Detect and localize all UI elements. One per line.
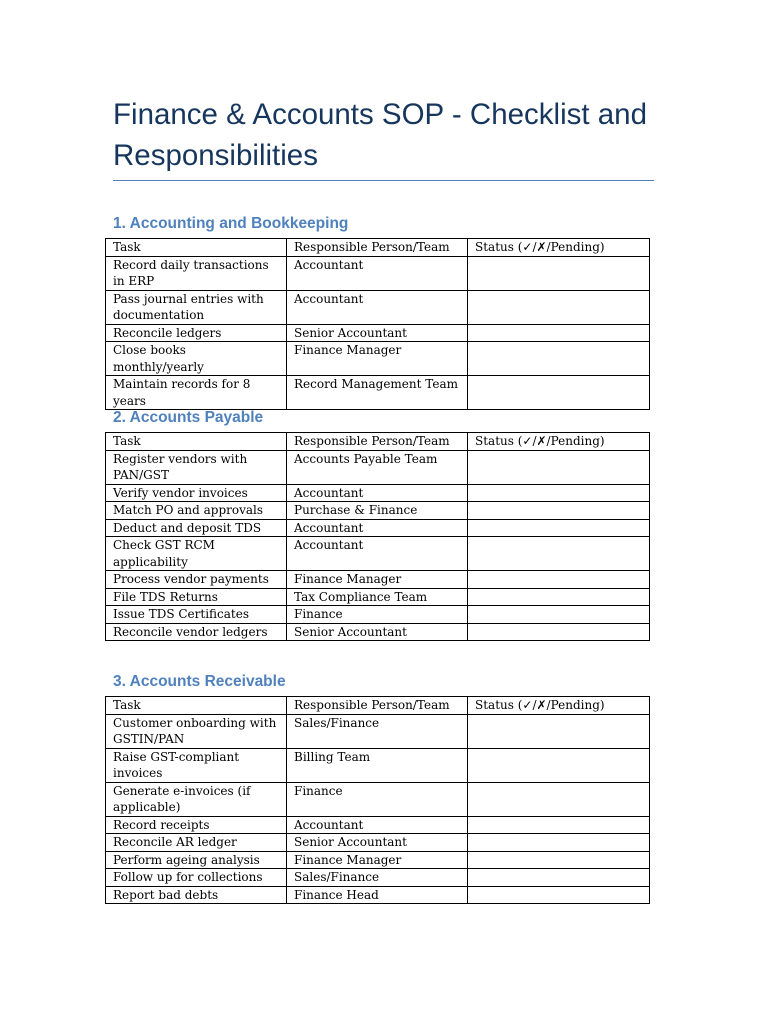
table-row — [106, 623, 650, 641]
task-cell: Raise GST-compliant invoices — [106, 748, 287, 782]
status-cell[interactable] — [468, 450, 650, 484]
table-row — [106, 484, 650, 502]
responsible-cell: Finance — [287, 782, 468, 816]
table-row — [106, 782, 650, 816]
responsible-cell: Finance Manager — [287, 571, 468, 589]
section-heading-accounting: 1. Accounting and Bookkeeping — [113, 215, 349, 232]
responsible-cell: Accountant — [287, 290, 468, 324]
table-header-row — [106, 239, 650, 257]
responsible-cell: Finance — [287, 606, 468, 624]
task-cell: Process vendor payments — [106, 571, 287, 589]
table-row — [106, 519, 650, 537]
status-cell[interactable] — [468, 886, 650, 904]
status-cell[interactable] — [468, 782, 650, 816]
task-cell: Reconcile vendor ledgers — [106, 623, 287, 641]
header-responsible: Responsible Person/Team — [287, 433, 468, 451]
table-row — [106, 342, 650, 376]
section-heading-receivable: 3. Accounts Receivable — [113, 673, 286, 690]
table-row — [106, 869, 650, 887]
task-cell: Issue TDS Certificates — [106, 606, 287, 624]
table-row — [106, 606, 650, 624]
responsible-cell: Accountant — [287, 256, 468, 290]
responsible-cell: Billing Team — [287, 748, 468, 782]
task-cell: Check GST RCM applicability — [106, 537, 287, 571]
table-row — [106, 588, 650, 606]
status-cell[interactable] — [468, 290, 650, 324]
task-cell: Deduct and deposit TDS — [106, 519, 287, 537]
responsible-cell: Senior Accountant — [287, 623, 468, 641]
task-cell: Generate e-invoices (if applicable) — [106, 782, 287, 816]
status-cell[interactable] — [468, 502, 650, 520]
table-row — [106, 290, 650, 324]
task-cell: Reconcile AR ledger — [106, 834, 287, 852]
status-cell[interactable] — [468, 869, 650, 887]
task-cell: Report bad debts — [106, 886, 287, 904]
task-cell: Verify vendor invoices — [106, 484, 287, 502]
table-row — [106, 256, 650, 290]
responsible-cell: Senior Accountant — [287, 834, 468, 852]
status-cell[interactable] — [468, 519, 650, 537]
header-status: Status (✓/✗/Pending) — [468, 239, 650, 257]
responsible-cell: Accounts Payable Team — [287, 450, 468, 484]
status-cell[interactable] — [468, 834, 650, 852]
task-cell: Match PO and approvals — [106, 502, 287, 520]
responsible-cell: Finance Head — [287, 886, 468, 904]
task-cell: Follow up for collections — [106, 869, 287, 887]
task-cell: Perform ageing analysis — [106, 851, 287, 869]
task-cell: Close books monthly/yearly — [106, 342, 287, 376]
responsible-cell: Tax Compliance Team — [287, 588, 468, 606]
status-cell[interactable] — [468, 342, 650, 376]
task-cell: Register vendors with PAN/GST — [106, 450, 287, 484]
responsible-cell: Senior Accountant — [287, 324, 468, 342]
responsible-cell: Sales/Finance — [287, 714, 468, 748]
status-cell[interactable] — [468, 623, 650, 641]
status-cell[interactable] — [468, 324, 650, 342]
responsible-cell: Accountant — [287, 519, 468, 537]
task-cell: Reconcile ledgers — [106, 324, 287, 342]
status-cell[interactable] — [468, 606, 650, 624]
receivable-table — [105, 696, 650, 904]
task-cell: Record receipts — [106, 816, 287, 834]
responsible-cell: Accountant — [287, 537, 468, 571]
table-header-row — [106, 697, 650, 715]
table-row — [106, 748, 650, 782]
header-responsible: Responsible Person/Team — [287, 239, 468, 257]
table-row — [106, 571, 650, 589]
table-row — [106, 502, 650, 520]
table-row — [106, 450, 650, 484]
status-cell[interactable] — [468, 748, 650, 782]
status-cell[interactable] — [468, 714, 650, 748]
status-cell[interactable] — [468, 484, 650, 502]
task-cell: File TDS Returns — [106, 588, 287, 606]
status-cell[interactable] — [468, 588, 650, 606]
task-cell: Maintain records for 8 years — [106, 376, 287, 410]
status-cell[interactable] — [468, 537, 650, 571]
responsible-cell: Accountant — [287, 484, 468, 502]
responsible-cell: Record Management Team — [287, 376, 468, 410]
table-row — [106, 714, 650, 748]
header-status: Status (✓/✗/Pending) — [468, 433, 650, 451]
responsible-cell: Finance Manager — [287, 851, 468, 869]
table-row — [106, 376, 650, 410]
status-cell[interactable] — [468, 816, 650, 834]
table-row — [106, 834, 650, 852]
status-cell[interactable] — [468, 571, 650, 589]
table-row — [106, 816, 650, 834]
status-cell[interactable] — [468, 256, 650, 290]
header-status: Status (✓/✗/Pending) — [468, 697, 650, 715]
table-row — [106, 324, 650, 342]
header-task: Task — [106, 239, 287, 257]
task-cell: Record daily transactions in ERP — [106, 256, 287, 290]
responsible-cell: Accountant — [287, 816, 468, 834]
status-cell[interactable] — [468, 376, 650, 410]
payable-table — [105, 432, 650, 641]
header-task: Task — [106, 697, 287, 715]
document-title: Finance & Accounts SOP - Checklist and Responsibilities — [113, 98, 647, 172]
table-row — [106, 537, 650, 571]
responsible-cell: Sales/Finance — [287, 869, 468, 887]
table-header-row — [106, 433, 650, 451]
task-cell: Pass journal entries with documentation — [106, 290, 287, 324]
status-cell[interactable] — [468, 851, 650, 869]
accounting-table — [105, 238, 650, 410]
header-responsible: Responsible Person/Team — [287, 697, 468, 715]
section-heading-payable: 2. Accounts Payable — [113, 409, 264, 426]
table-row — [106, 886, 650, 904]
responsible-cell: Finance Manager — [287, 342, 468, 376]
table-row — [106, 851, 650, 869]
title-divider — [113, 180, 654, 181]
task-cell: Customer onboarding with GSTIN/PAN — [106, 714, 287, 748]
responsible-cell: Purchase & Finance — [287, 502, 468, 520]
header-task: Task — [106, 433, 287, 451]
